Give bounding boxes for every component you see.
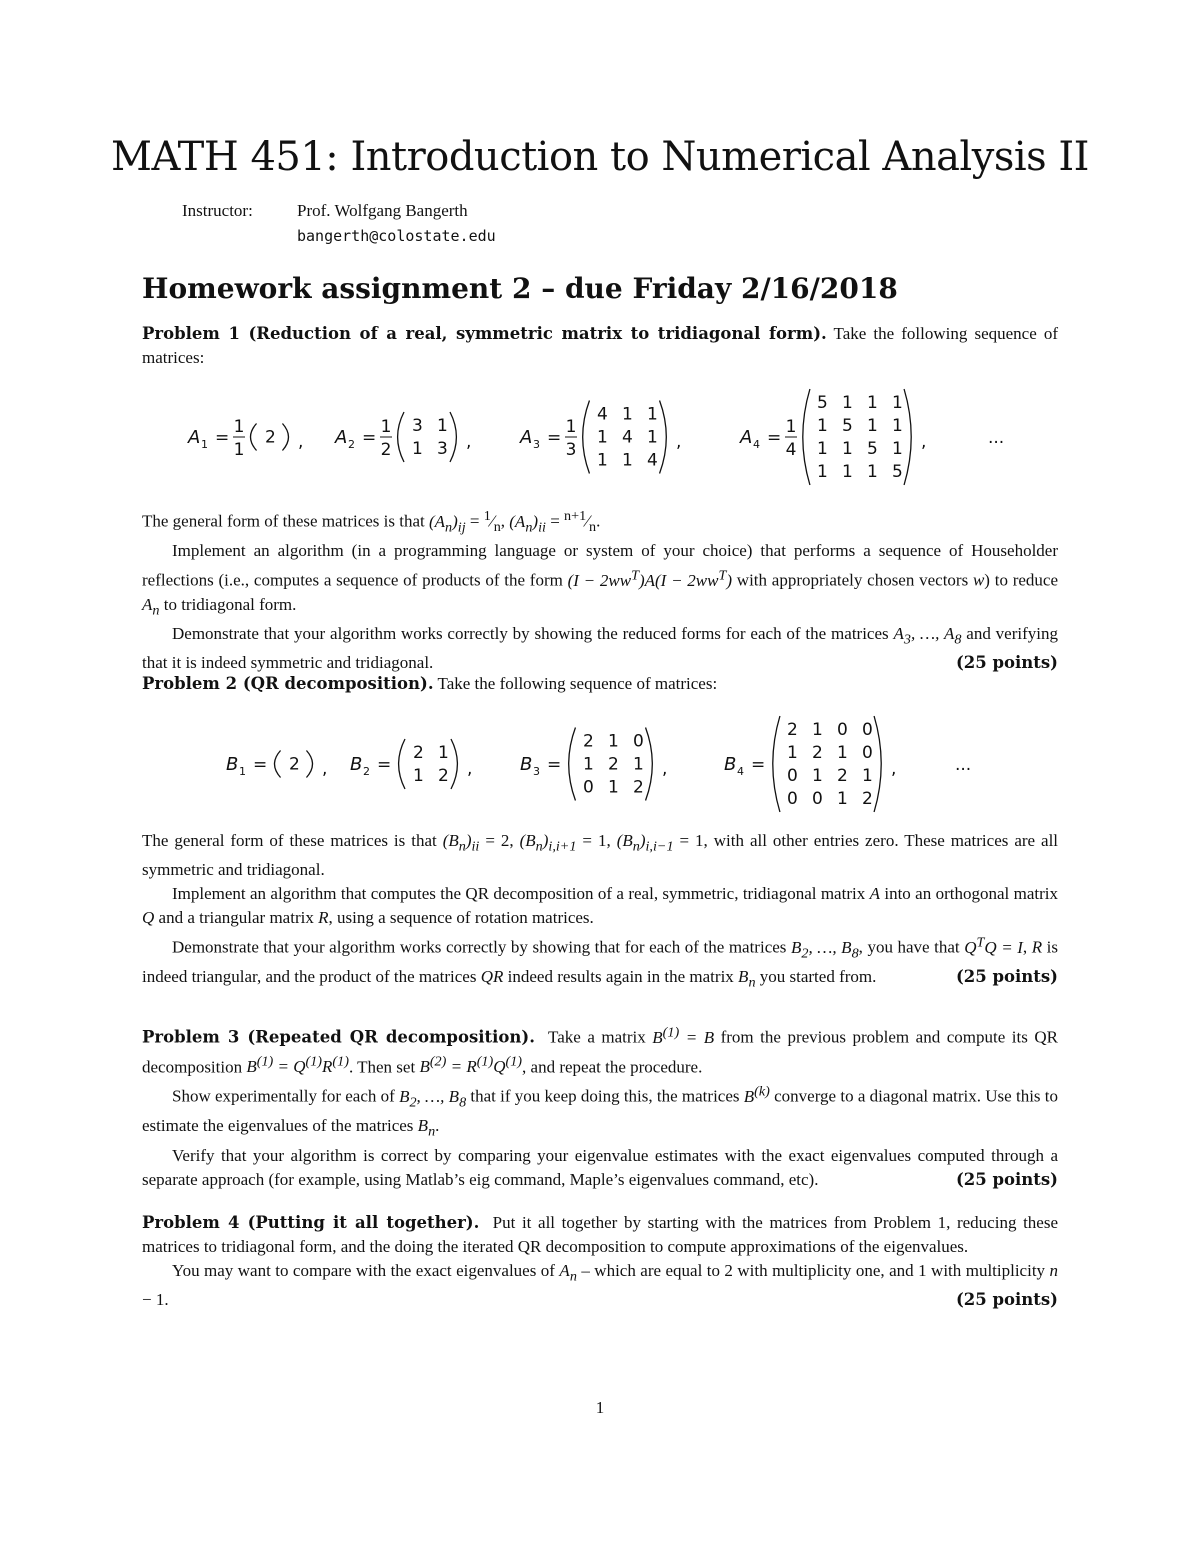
equals-sign: =	[253, 755, 268, 775]
fraction-denominator: 3	[565, 440, 577, 460]
fraction-numerator: 1	[233, 417, 245, 437]
comma: ,	[676, 432, 682, 452]
comma: ,	[891, 759, 897, 779]
matrix-subscript: 1	[239, 765, 246, 778]
matrix-entry: 1	[817, 416, 828, 436]
matrix-entry: 2	[413, 743, 424, 763]
matrix-subscript: 4	[737, 765, 744, 778]
matrix-entry: 1	[837, 789, 848, 809]
right-paren	[282, 424, 288, 451]
problem-4-compare-b: – which are equal to 2 with multiplicity one, and 1 with multiplicity	[576, 1261, 1050, 1280]
matrix-entry: 0	[633, 731, 644, 752]
matrix-name: B	[226, 754, 239, 775]
matrix-entry: 2	[289, 754, 300, 775]
problem-4-heading: Problem 4 (Putting it all together).	[142, 1213, 480, 1232]
problem-2-general-b: , with all other entries zero. These matrices are all symmetric and tridiagonal.	[142, 831, 1059, 880]
left-paren	[569, 728, 576, 801]
matrix-entry: 1	[597, 450, 608, 471]
matrix-subscript: 3	[533, 438, 540, 451]
problem-1-intro-text: Take the following sequence of matrices:	[142, 324, 1058, 367]
instructor-name: Prof. Wolfgang Bangerth	[297, 201, 468, 220]
right-paren	[646, 728, 653, 801]
matrix-entry: 1	[633, 754, 644, 775]
matrices-a-row	[0, 385, 1200, 489]
problem-2-body: The general form of these matrices is that $(B_n)_{ii} = 2$, $(B_n)_{i,i+1} = 1$, $(B_n)_{i,i-1} = 1$, with all other entries zero. These matrices are all symmetric and tridiagonal. Implement an algorithm that computes the QR decomposition of a real, symmetric, tridiagonal matrix A into an orthogonal matrix Q and a triangular matrix R, using a sequence of rotation matrices. Demonstrate that your algorithm works correctly by showing that for each of the matrices $B_2$, …, $B_8$, you have that $Q^TQ = I$, R is indeed triangular, and the product of the matrices QR indeed results again in the matrix $B_n$ you started from. (25 points)	[142, 831, 1059, 991]
matrix-name: B	[350, 754, 363, 775]
matrix-entry: 1	[812, 766, 823, 786]
matrix-entry: 2	[583, 731, 594, 752]
problem-3-text-e: Show experimentally for each of	[172, 1086, 400, 1106]
equals-sign: =	[751, 755, 766, 775]
problem-3-text-b: from the previous problem and compute its QR decomposition	[142, 1027, 1058, 1077]
matrix-entry: 1	[608, 731, 619, 752]
problem-3-text-c: . Then set	[348, 1057, 420, 1077]
matrix-subscript: 2	[363, 765, 370, 778]
problem-4-points: (25 points)	[955, 1290, 1058, 1310]
problem-1-demonstrate: Demonstrate that your algorithm works correctly by showing the reduced forms for each of the matrices	[172, 624, 894, 644]
fraction-denominator: 4	[785, 440, 797, 460]
matrix-subscript: 4	[753, 438, 760, 451]
problem-2-text-g: indeed results again in the matrix	[503, 967, 739, 987]
comma: ,	[322, 759, 328, 779]
equals-sign: =	[547, 428, 562, 448]
problem-2-text-f: is indeed triangular, and the product of the matrices	[142, 938, 1059, 987]
problem-1-heading: Problem 1 (Reduction of a real, symmetric matrix to tridiagonal form).	[142, 324, 827, 343]
matrix-entry: 3	[412, 416, 423, 436]
left-paren	[251, 424, 257, 451]
problem-3-text-f: that if you keep doing this, the matrices	[466, 1086, 744, 1106]
matrix-entry: 1	[817, 439, 828, 459]
fraction-numerator: 1	[380, 417, 392, 437]
matrix-entry: 1	[842, 439, 853, 459]
matrix-entry: 2	[265, 427, 276, 448]
assignment-heading: Homework assignment 2 – due Friday 2/16/2018	[142, 272, 898, 305]
problem-2-general: The general form of these matrices is that	[142, 831, 443, 850]
right-paren	[904, 389, 911, 485]
matrix-entry: 1	[892, 439, 903, 459]
matrix-entry: 0	[862, 743, 873, 763]
left-paren	[399, 739, 405, 789]
matrix-entry: 1	[892, 393, 903, 413]
matrix-entry: 1	[812, 720, 823, 740]
problem-1-text-c: to reduce	[989, 570, 1058, 590]
matrix-entry: 4	[597, 404, 608, 425]
matrix-name: A	[188, 427, 201, 448]
matrix-entry: 1	[412, 439, 423, 459]
left-paren	[803, 389, 810, 485]
fraction-numerator: 1	[785, 417, 797, 437]
matrix-entry: 0	[583, 777, 594, 798]
problem-2-demonstrate: Demonstrate that your algorithm works correctly by showing that for each of the matrices	[172, 938, 791, 958]
matrix-entry: 1	[597, 427, 608, 448]
instructor-label: Instructor:	[182, 201, 253, 220]
matrix-entry: 1	[437, 416, 448, 436]
left-paren	[583, 401, 590, 474]
problem-2-heading: Problem 2 (QR decomposition).	[142, 674, 434, 693]
matrix-entry: 1	[608, 777, 619, 798]
right-paren	[874, 716, 881, 812]
comma: ,	[662, 759, 668, 779]
right-paren	[306, 751, 312, 778]
matrix-entry: 2	[608, 754, 619, 775]
matrix-entry: 1	[622, 450, 633, 471]
problem-2-text-e: , you have that	[858, 938, 965, 958]
matrix-entry: 1	[647, 404, 658, 425]
matrix-entry: 4	[622, 427, 633, 448]
problem-3-text-a: Take a matrix	[548, 1027, 653, 1047]
matrix-entry: 5	[842, 416, 853, 436]
instructor-block	[182, 198, 496, 249]
matrix-entry: 1	[622, 404, 633, 425]
matrix-entry: 1	[787, 743, 798, 763]
problem-3-heading: Problem 3 (Repeated QR decomposition).	[142, 1027, 535, 1047]
matrix-entry: 5	[892, 462, 903, 482]
problem-2-points: (25 points)	[955, 967, 1058, 987]
matrix-entry: 2	[438, 766, 449, 786]
matrix-name: B	[724, 754, 737, 775]
matrix-subscript: 1	[201, 438, 208, 451]
left-paren	[773, 716, 780, 812]
ellipsis: ...	[988, 428, 1005, 448]
page-title: MATH 451: Introduction to Numerical Analysis II	[111, 134, 1089, 180]
equals-sign: =	[362, 428, 377, 448]
right-paren	[451, 739, 457, 789]
fraction-denominator: 1	[233, 440, 245, 460]
problem-4-compare: You may want to compare with the exact eigenvalues of	[172, 1261, 560, 1280]
problem-2-text-b: into an orthogonal matrix	[879, 884, 1058, 904]
left-paren	[398, 412, 404, 462]
matrix-entry: 3	[437, 439, 448, 459]
matrix-subscript: 3	[533, 765, 540, 778]
matrix-entry: 1	[842, 393, 853, 413]
matrix-name: A	[740, 427, 753, 448]
matrix-name: B	[520, 754, 533, 775]
equals-sign: =	[215, 428, 230, 448]
matrix-subscript: 2	[348, 438, 355, 451]
matrix-entry: 5	[867, 439, 878, 459]
matrix-entry: 1	[583, 754, 594, 775]
matrix-entry: 1	[438, 743, 449, 763]
problem-1-body: The general form of these matrices is that $(A_n)_{ij}$ = $^1⁄_n$, $(A_n)_{ii}$ = $^{n+1}⁄_n$. Implement an algorithm (in a programming language or system of your choice) that performs a sequence of Householder reflections (i.e., computes a sequence of products of the form $(I - 2ww^T)A(I - 2ww^T)$ with appropriately chosen vectors w) to reduce $A_n$ to tridiagonal form. Demonstrate that your algorithm works correctly by showing the reduced forms for each of the matrices $A_3$, …, $A_8$ and verifying that it is indeed symmetric and tridiagonal. (25 points)	[142, 504, 1058, 675]
problem-2-text-d: , using a sequence of rotation matrices.	[328, 908, 594, 928]
matrix-entry: 2	[837, 766, 848, 786]
problem-1-demonstrate-b: and verifying that it is indeed symmetric and tridiagonal.	[142, 624, 1058, 673]
matrix-entry: 0	[787, 766, 798, 786]
matrix-entry: 0	[812, 789, 823, 809]
matrix-entry: 1	[647, 427, 658, 448]
problem-3-body: Problem 3 (Repeated QR decomposition). Take a matrix $B^{(1)} = B$ from the previous problem and compute its QR decomposition $B^{(1)} = Q^{(1)}R^{(1)}$. Then set $B^{(2)} = R^{(1)}Q^{(1)}$, and repeat the procedure. Show experimentally for each of $B_2$, …, $B_8$ that if you keep doing this, the matrices $B^{(k)}$ converge to a diagonal matrix. Use this to estimate the eigenvalues of the matrices $B_n$. Verify that your algorithm is correct by comparing your eigenvalue estimates with the exact eigenvalues computed through a separate approach (for example, using Matlab’s eig command, Maple’s eigenvalues command, etc). (25 points)	[142, 1020, 1058, 1192]
fraction-numerator: 1	[565, 417, 577, 437]
matrix-entry: 2	[633, 777, 644, 798]
instructor-email: bangerth@colostate.edu	[297, 227, 496, 245]
matrix-entry: 1	[817, 462, 828, 482]
problem-2-qr-text: Implement an algorithm that computes the QR decomposition of a real, symmetric, tridiagonal matrix	[172, 884, 870, 904]
problem-1-householder-text: Implement an algorithm (in a programming language or system of your choice) that performs a sequence of Householder reflections (i.e., computes a sequence of products of the form	[142, 541, 1058, 590]
problem-2-intro	[142, 672, 1058, 696]
matrix-entry: 1	[862, 766, 873, 786]
equals-sign: =	[547, 755, 562, 775]
problem-2-intro-text: Take the following sequence of matrices:	[437, 674, 718, 693]
matrix-entry: 0	[862, 720, 873, 740]
fraction-denominator: 2	[380, 440, 392, 460]
matrix-entry: 2	[862, 789, 873, 809]
problem-1-intro	[142, 322, 1058, 370]
matrix-entry: 1	[867, 393, 878, 413]
equals-sign: =	[767, 428, 782, 448]
matrix-entry: 2	[812, 743, 823, 763]
comma: ,	[467, 759, 473, 779]
problem-1-text-d: to tridiagonal form.	[159, 594, 297, 614]
matrix-name: A	[520, 427, 533, 448]
left-paren	[275, 751, 281, 778]
matrix-entry: 5	[817, 393, 828, 413]
ellipsis: ...	[955, 755, 972, 775]
problem-3-text-d: , and repeat the procedure.	[522, 1057, 703, 1077]
equals-sign: =	[377, 755, 392, 775]
problem-2-text-h: you started from.	[755, 967, 877, 987]
matrix-entry: 0	[787, 789, 798, 809]
right-paren	[660, 401, 667, 474]
problem-2-text-c: and a triangular matrix	[154, 908, 319, 928]
matrix-entry: 0	[837, 720, 848, 740]
matrix-entry: 1	[413, 766, 424, 786]
problem-1-points: (25 points)	[955, 653, 1058, 673]
matrices-b-row	[0, 712, 1200, 816]
problem-3-verify: Verify that your algorithm is correct by comparing your eigenvalue estimates with the exact eigenvalues computed through a separate approach (for example, using Matlab’s eig command, Maple’s eigenvalues command, etc).	[142, 1145, 1058, 1189]
matrix-entry: 1	[842, 462, 853, 482]
matrix-entry: 1	[867, 416, 878, 436]
matrix-entry: 1	[837, 743, 848, 763]
matrix-entry: 2	[787, 720, 798, 740]
problem-1-general: The general form of these matrices is that	[142, 511, 429, 531]
problem-4-text: Put it all together by starting with the matrices from Problem 1, reducing these matrices to tridiagonal form, and the doing the iterated QR decomposition to compute approximations of the eigenvalues.	[142, 1213, 1059, 1256]
comma: ,	[466, 432, 472, 452]
problem-3-text-g: converge to a diagonal matrix. Use this to estimate the eigenvalues of the matrices	[142, 1086, 1059, 1136]
right-paren	[450, 412, 456, 462]
comma: ,	[298, 432, 304, 452]
page-number: 1	[595, 1398, 605, 1417]
matrix-entry: 1	[867, 462, 878, 482]
matrix-entry: 1	[892, 416, 903, 436]
problem-3-points: (25 points)	[955, 1169, 1058, 1189]
matrix-entry: 4	[647, 450, 658, 471]
problem-1-text-b: with appropriately chosen vectors	[732, 570, 973, 590]
problem-4-body: Problem 4 (Putting it all together). Put it all together by starting with the matrices from Problem 1, reducing these matrices to tridiagonal form, and the doing the iterated QR decomposition to compute approximations of the eigenvalues. You may want to compare with the exact eigenvalues of $A_n$ – which are equal to 2 with multiplicity one, and 1 with multiplicity n − 1. (25 points)	[142, 1211, 1058, 1312]
comma: ,	[921, 432, 927, 452]
matrix-name: A	[335, 427, 348, 448]
